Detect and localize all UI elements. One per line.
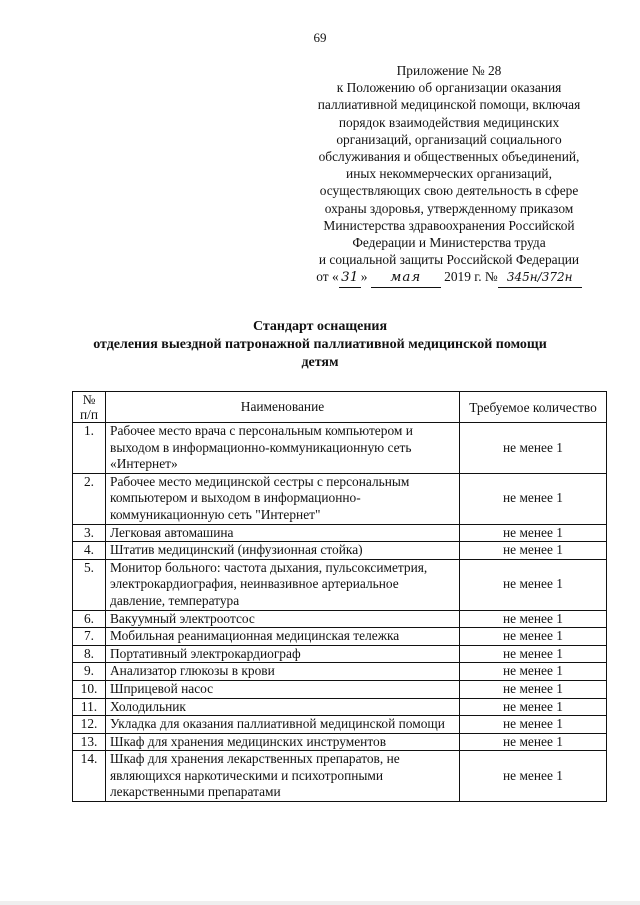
row-number: 12. [73, 716, 106, 734]
row-number: 11. [73, 698, 106, 716]
table-row [73, 473, 607, 524]
row-quantity: не менее 1 [460, 524, 607, 542]
row-number: 5. [73, 559, 106, 610]
row-number: 2. [73, 473, 106, 524]
row-name: Анализатор глюкозы в крови [106, 663, 460, 681]
row-name: Шкаф для хранения лекарственных препаратов, не являющихся наркотическими и психотропными лекарственными препаратами [106, 751, 460, 802]
row-number: 10. [73, 680, 106, 698]
appendix-line: обслуживания и общественных объединений, [318, 149, 580, 165]
row-name: Портативный электрокардиограф [106, 645, 460, 663]
row-number: 1. [73, 423, 106, 474]
header-quantity: Требуемое количество [460, 392, 607, 423]
appendix-line: иных некоммерческих организаций, [346, 166, 552, 182]
appendix-line: осуществляющих свою деятельность в сфере [319, 183, 579, 199]
row-number: 8. [73, 645, 106, 663]
row-name: Шприцевой насос [106, 680, 460, 698]
table-row [73, 698, 607, 716]
table-row [73, 559, 607, 610]
heading-line: детям [301, 355, 339, 370]
row-quantity: не менее 1 [460, 423, 607, 474]
date-year: 2019 г. № [444, 269, 498, 285]
row-quantity: не менее 1 [460, 542, 607, 560]
table-row [73, 716, 607, 734]
row-quantity: не менее 1 [460, 610, 607, 628]
row-name: Шкаф для хранения медицинских инструментов [106, 733, 460, 751]
row-quantity: не менее 1 [460, 645, 607, 663]
appendix-line: охраны здоровья, утвержденному приказом [324, 200, 574, 216]
header-number: № п/п [73, 392, 106, 423]
table-row [73, 733, 607, 751]
appendix-line: паллиативной медицинской помощи, включая [317, 97, 581, 113]
row-name: Монитор больного: частота дыхания, пульсоксиметрия, электрокардиография, неинвазивное артериальное давление, температура [106, 559, 460, 610]
document-heading [0, 318, 640, 372]
page-number: 69 [313, 30, 327, 45]
row-quantity: не менее 1 [460, 473, 607, 524]
heading-line: отделения выездной патронажной паллиативной медицинской помощи [93, 337, 547, 352]
table-row [73, 628, 607, 646]
row-name: Вакуумный электроотсос [106, 610, 460, 628]
date-mid: » [360, 269, 368, 285]
row-name: Легковая автомашина [106, 524, 460, 542]
row-quantity: не менее 1 [460, 680, 607, 698]
row-name: Штатив медицинский (инфузионная стойка) [106, 542, 460, 560]
row-number: 4. [73, 542, 106, 560]
scan-edge [0, 901, 640, 905]
header-name: Наименование [106, 392, 460, 423]
appendix-line: порядок взаимодействия медицинских [338, 114, 560, 130]
order-date-line [290, 268, 608, 287]
appendix-line: Федерации и Министерства труда [352, 235, 546, 251]
row-quantity: не менее 1 [460, 716, 607, 734]
table-row [73, 423, 607, 474]
table-row [73, 680, 607, 698]
row-number: 7. [73, 628, 106, 646]
row-name: Укладка для оказания паллиативной медицинской помощи [106, 716, 460, 734]
row-number: 14. [73, 751, 106, 802]
appendix-line: к Положению об организации оказания [336, 80, 562, 96]
row-name: Холодильник [106, 698, 460, 716]
table-row [73, 751, 607, 802]
row-quantity: не менее 1 [460, 698, 607, 716]
row-number: 9. [73, 663, 106, 681]
table-header-row [73, 392, 607, 423]
table-row [73, 610, 607, 628]
row-quantity: не менее 1 [460, 733, 607, 751]
table-row [73, 645, 607, 663]
date-prefix: от « [316, 269, 339, 285]
row-quantity: не менее 1 [460, 751, 607, 802]
table-row [73, 542, 607, 560]
handwritten-order-number: 345н/372н [498, 269, 582, 287]
equipment-table [72, 391, 607, 802]
row-number: 6. [73, 610, 106, 628]
handwritten-month: мая [371, 269, 441, 287]
row-quantity: не менее 1 [460, 663, 607, 681]
row-name: Рабочее место медицинской сестры с персональным компьютером и выходом в информационно-коммуникационную сеть "Интернет" [106, 473, 460, 524]
row-number: 13. [73, 733, 106, 751]
row-name: Рабочее место врача с персональным компьютером и выходом в информационно-коммуникационную сеть «Интернет» [106, 423, 460, 474]
row-number: 3. [73, 524, 106, 542]
row-name: Мобильная реанимационная медицинская тележка [106, 628, 460, 646]
heading-line: Стандарт оснащения [252, 319, 388, 334]
table-row [73, 524, 607, 542]
row-quantity: не менее 1 [460, 559, 607, 610]
appendix-line: и социальной защиты Российской Федерации [318, 252, 580, 268]
appendix-line: организаций, организаций социального [336, 131, 562, 147]
table-row [73, 663, 607, 681]
appendix-title: Приложение № 28 [396, 63, 502, 78]
handwritten-day: 31 [339, 269, 361, 287]
row-quantity: не менее 1 [460, 628, 607, 646]
appendix-header [290, 62, 608, 288]
appendix-line: Министерства здравоохранения Российской [323, 217, 575, 233]
